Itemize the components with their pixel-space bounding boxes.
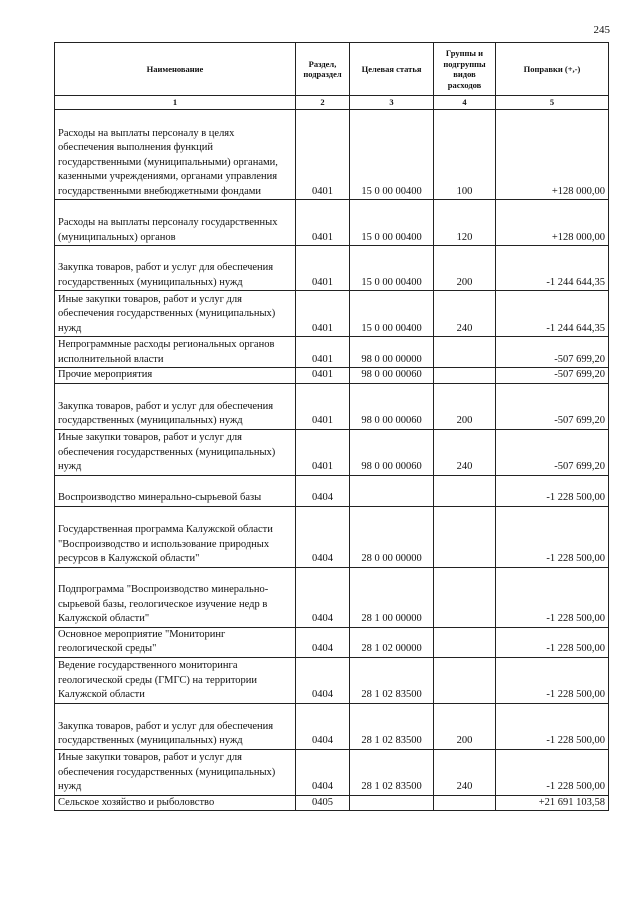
row-amount: -1 228 500,00 — [496, 703, 609, 749]
row-article: 15 0 00 00400 — [350, 246, 434, 291]
column-number: 3 — [350, 96, 434, 110]
row-amount: -1 228 500,00 — [496, 506, 609, 567]
row-name: Расходы на выплаты персоналу в целях обеспечения выполнения функций государственными (муниципальными) органами, казенными учреждениями, органами управления государственными внебюджетными фондами — [55, 110, 296, 200]
row-name: Иные закупки товаров, работ и услуг для обеспечения государственных (муниципальных) нужд — [55, 429, 296, 475]
row-article — [350, 475, 434, 506]
column-number: 4 — [434, 96, 496, 110]
column-number-row — [55, 96, 609, 110]
table-row — [55, 657, 609, 703]
row-article: 98 0 00 00060 — [350, 368, 434, 384]
row-article: 98 0 00 00060 — [350, 383, 434, 429]
header-article: Целевая статья — [350, 43, 434, 96]
row-amount: -507 699,20 — [496, 337, 609, 368]
row-name: Закупка товаров, работ и услуг для обеспечения государственных (муниципальных) нужд — [55, 383, 296, 429]
column-number: 2 — [296, 96, 350, 110]
row-group: 200 — [434, 246, 496, 291]
row-section: 0404 — [296, 657, 350, 703]
row-amount: -1 228 500,00 — [496, 749, 609, 795]
row-amount: +21 691 103,58 — [496, 795, 609, 811]
column-number: 1 — [55, 96, 296, 110]
row-amount: +128 000,00 — [496, 110, 609, 200]
row-article: 28 0 00 00000 — [350, 506, 434, 567]
row-amount: -507 699,20 — [496, 368, 609, 384]
row-section: 0404 — [296, 567, 350, 627]
budget-table — [54, 42, 609, 811]
row-article: 28 1 02 00000 — [350, 627, 434, 657]
header-groups: Группы и подгруппы видов расходов — [434, 43, 496, 96]
row-article: 28 1 00 00000 — [350, 567, 434, 627]
row-amount: -1 244 644,35 — [496, 291, 609, 337]
row-article: 98 0 00 00000 — [350, 337, 434, 368]
row-name: Подпрограмма "Воспроизводство минерально-сырьевой базы, геологическое изучение недр в Калужской области" — [55, 567, 296, 627]
row-name: Прочие мероприятия — [55, 368, 296, 384]
header-name: Наименование — [55, 43, 296, 96]
table-row — [55, 337, 609, 368]
row-section: 0401 — [296, 429, 350, 475]
row-group — [434, 795, 496, 811]
row-group: 200 — [434, 703, 496, 749]
table-row — [55, 703, 609, 749]
table-row — [55, 795, 609, 811]
column-number: 5 — [496, 96, 609, 110]
table-row — [55, 246, 609, 291]
table-row — [55, 749, 609, 795]
table-row — [55, 475, 609, 506]
table-row — [55, 368, 609, 384]
row-name: Иные закупки товаров, работ и услуг для обеспечения государственных (муниципальных) нужд — [55, 749, 296, 795]
row-amount: +128 000,00 — [496, 200, 609, 246]
row-article: 15 0 00 00400 — [350, 200, 434, 246]
row-group: 240 — [434, 749, 496, 795]
row-group: 120 — [434, 200, 496, 246]
row-amount: -1 228 500,00 — [496, 475, 609, 506]
row-group — [434, 368, 496, 384]
row-name: Непрограммные расходы региональных органов исполнительной власти — [55, 337, 296, 368]
row-name: Основное мероприятие "Мониторинг геологической среды" — [55, 627, 296, 657]
row-amount: -507 699,20 — [496, 383, 609, 429]
row-section: 0401 — [296, 291, 350, 337]
table-row — [55, 627, 609, 657]
table-row — [55, 200, 609, 246]
row-section: 0404 — [296, 703, 350, 749]
row-section: 0405 — [296, 795, 350, 811]
row-amount: -1 244 644,35 — [496, 246, 609, 291]
row-name: Воспроизводство минерально-сырьевой базы — [55, 475, 296, 506]
row-section: 0401 — [296, 383, 350, 429]
row-group: 240 — [434, 429, 496, 475]
row-section: 0401 — [296, 110, 350, 200]
row-article: 98 0 00 00060 — [350, 429, 434, 475]
row-section: 0401 — [296, 246, 350, 291]
row-group — [434, 567, 496, 627]
row-article — [350, 795, 434, 811]
table-row — [55, 291, 609, 337]
row-article: 28 1 02 83500 — [350, 749, 434, 795]
page-number: 245 — [593, 24, 610, 36]
row-name: Закупка товаров, работ и услуг для обеспечения государственных (муниципальных) нужд — [55, 703, 296, 749]
row-section: 0404 — [296, 627, 350, 657]
header-section: Раздел, подраздел — [296, 43, 350, 96]
row-amount: -1 228 500,00 — [496, 567, 609, 627]
table-row — [55, 567, 609, 627]
row-article: 15 0 00 00400 — [350, 291, 434, 337]
row-name: Государственная программа Калужской области "Воспроизводство и использование природных ресурсов в Калужской области" — [55, 506, 296, 567]
row-article: 28 1 02 83500 — [350, 703, 434, 749]
row-amount: -507 699,20 — [496, 429, 609, 475]
row-section: 0404 — [296, 506, 350, 567]
row-group — [434, 506, 496, 567]
row-section: 0401 — [296, 368, 350, 384]
row-name: Расходы на выплаты персоналу государственных (муниципальных) органов — [55, 200, 296, 246]
row-group — [434, 337, 496, 368]
row-name: Закупка товаров, работ и услуг для обеспечения государственных (муниципальных) нужд — [55, 246, 296, 291]
table-row — [55, 429, 609, 475]
table-row — [55, 383, 609, 429]
row-group: 240 — [434, 291, 496, 337]
row-section: 0401 — [296, 337, 350, 368]
row-group — [434, 657, 496, 703]
row-section: 0401 — [296, 200, 350, 246]
row-group — [434, 627, 496, 657]
row-name: Сельское хозяйство и рыболовство — [55, 795, 296, 811]
row-article: 28 1 02 83500 — [350, 657, 434, 703]
header-row — [55, 43, 609, 96]
row-article: 15 0 00 00400 — [350, 110, 434, 200]
row-name: Ведение государственного мониторинга геологической среды (ГМГС) на территории Калужской области — [55, 657, 296, 703]
row-section: 0404 — [296, 749, 350, 795]
row-group — [434, 475, 496, 506]
row-amount: -1 228 500,00 — [496, 627, 609, 657]
header-amendments: Поправки (+,-) — [496, 43, 609, 96]
table-row — [55, 110, 609, 200]
row-amount: -1 228 500,00 — [496, 657, 609, 703]
table-row — [55, 506, 609, 567]
row-group: 100 — [434, 110, 496, 200]
row-group: 200 — [434, 383, 496, 429]
row-name: Иные закупки товаров, работ и услуг для обеспечения государственных (муниципальных) нужд — [55, 291, 296, 337]
row-section: 0404 — [296, 475, 350, 506]
